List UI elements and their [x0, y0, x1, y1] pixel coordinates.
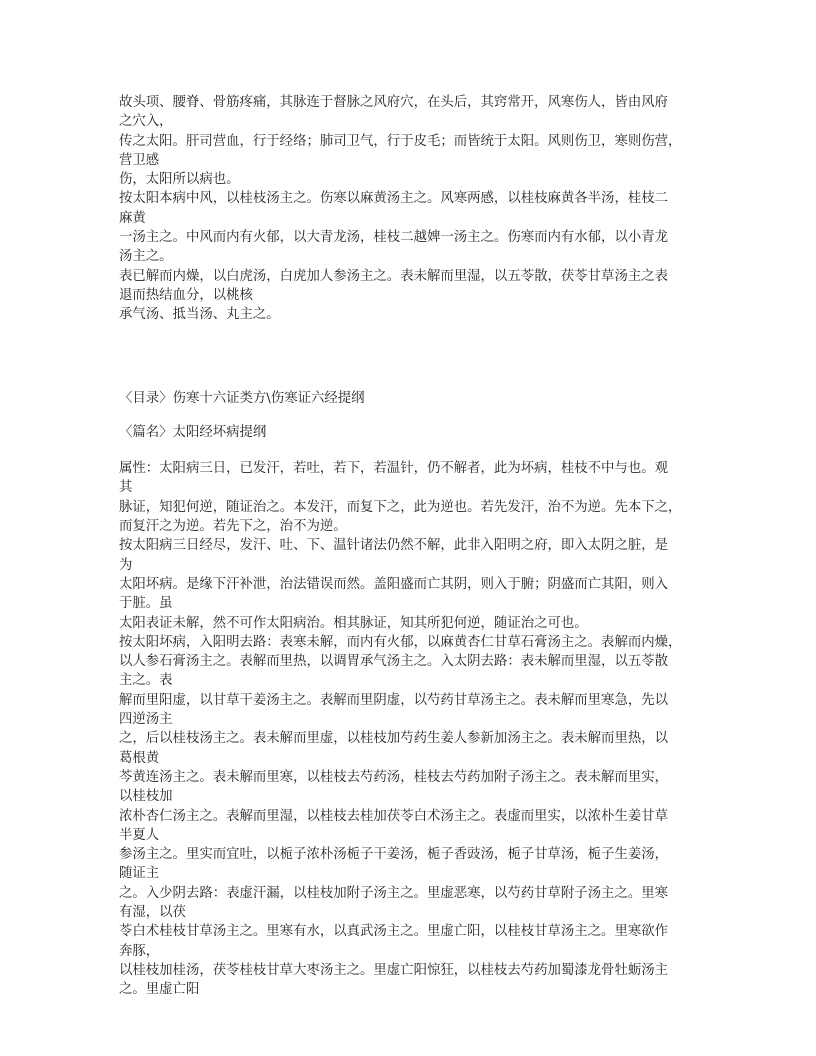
text-line: 之。入少阴去路：表虚汗漏，以桂枝加附子汤主之。里虚恶寒，以芍药甘草附子汤主之。里寒 — [119, 885, 669, 901]
text-line: 以桂枝加 — [119, 789, 173, 805]
text-line: 主之。表 — [119, 673, 173, 689]
text-line: 伤，太阳所以病也。 — [119, 172, 240, 188]
text-line: 而复汗之为逆。若先下之，治不为逆。 — [119, 519, 347, 535]
text-line: 一汤主之。中风而内有火郁，以大青龙汤，桂枝二越婢一汤主之。伤寒而内有水郁，以小青龙 — [119, 230, 669, 246]
text-line: 故头项、腰脊、骨筋疼痛，其脉连于督脉之风府穴，在头后，其窍常开，风寒伤人，皆由风府 — [119, 95, 669, 110]
text-line: 按太阳坏病，入阳明去路：表寒未解，而内有火郁，以麻黄杏仁甘草石膏汤主之。表解而内燥， — [119, 634, 682, 650]
text-line: 于脏。虽 — [119, 596, 173, 612]
section-spacer — [119, 325, 697, 389]
document-page — [119, 93, 697, 999]
text-line: 四逆汤主 — [119, 712, 173, 728]
text-line: 葛根黄 — [119, 750, 160, 766]
text-line: 芩黄连汤主之。表未解而里寒，以桂枝去芍药汤，桂枝去芍药加附子汤主之。表未解而里实， — [119, 769, 669, 785]
heading-gap — [119, 442, 697, 459]
text-line: 解而里阳虚，以甘草干姜汤主之。表解而里阴虚，以芍药甘草汤主之。表未解而里寒急，先以 — [119, 692, 669, 708]
text-line: 其 — [119, 480, 133, 496]
text-line: 脉证，知犯何逆，随证治之。本发汗，而复下之，此为逆也。若先发汗，治不为逆。先本下之， — [119, 499, 682, 515]
text-line: 营卫感 — [119, 152, 160, 168]
text-line: 按太阳本病中风，以桂枝汤主之。伤寒以麻黄汤主之。风寒两感，以桂枝麻黄各半汤，桂枝二 — [119, 191, 669, 207]
heading-gap — [119, 408, 697, 423]
text-line: 有湿，以茯 — [119, 904, 186, 920]
text-line: 太阳表证未解，然不可作太阳病治。相其脉证，知其所犯何逆，随证治之可也。 — [119, 615, 588, 631]
text-line: 传之太阳。肝司营血，行于经络；肺司卫气，行于皮毛；而皆统于太阳。风则伤卫，寒则伤营， — [119, 133, 682, 149]
text-line: 之穴入， — [119, 114, 173, 130]
text-line: 退而热结血分，以桃核 — [119, 287, 253, 303]
text-line: 随证主 — [119, 866, 160, 882]
text-line: 汤主之。 — [119, 249, 173, 265]
text-line: 以桂枝加桂汤，茯苓桂枝甘草大枣汤主之。里虚亡阳惊狂，以桂枝去芍药加蜀漆龙骨牡蛎汤主 — [119, 962, 669, 978]
text-line: 承气汤、抵当汤、丸主之。 — [119, 307, 280, 323]
text-line: 为 — [119, 557, 133, 573]
text-line: 浓朴杏仁汤主之。表解而里湿，以桂枝去桂加茯苓白术汤主之。表虚而里实，以浓朴生姜甘草 — [119, 808, 669, 824]
text-line: 表已解而内燥，以白虎汤，白虎加人参汤主之。表未解而里湿，以五苓散，茯苓甘草汤主之表 — [119, 268, 669, 284]
text-line: 按太阳病三日经尽，发汗、吐、下、温针诸法仍然不解，此非入阳明之府，即入太阴之脏，是 — [119, 538, 669, 554]
chapter-heading: 〈篇名〉太阳经坏病提纲 — [119, 424, 267, 440]
directory-heading: 〈目录〉伤寒十六证类方\伤寒证六经提纲 — [119, 390, 365, 406]
text-line: 以人参石膏汤主之。表解而里热，以调胃承气汤主之。入太阴去路：表未解而里湿，以五苓散 — [119, 654, 669, 670]
text-section-2 — [119, 459, 697, 999]
text-line: 之。里虚亡阳 — [119, 982, 200, 998]
text-line: 半夏人 — [119, 827, 160, 843]
text-line: 参汤主之。里实而宜吐，以栀子浓朴汤栀子干姜汤，栀子香豉汤，栀子甘草汤，栀子生姜汤， — [119, 847, 669, 863]
text-line: 太阳坏病。是缘下汗补泄，治法错误而然。盖阳盛而亡其阴，则入于腑；阴盛而亡其阳，则入 — [119, 576, 669, 592]
text-line: 属性：太阳病三日，已发汗，若吐，若下，若温针，仍不解者，此为坏病，桂枝不中与也。观 — [119, 461, 669, 477]
text-line: 苓白术桂枝甘草汤主之。里寒有水，以真武汤主之。里虚亡阳，以桂枝甘草汤主之。里寒欲作 — [119, 924, 669, 940]
text-line: 之，后以桂枝汤主之。表未解而里虚，以桂枝加芍药生姜人参新加汤主之。表未解而里热，以 — [119, 731, 669, 747]
text-line: 麻黄 — [119, 210, 146, 226]
text-line: 奔豚， — [119, 943, 160, 959]
text-section-1 — [119, 93, 697, 325]
